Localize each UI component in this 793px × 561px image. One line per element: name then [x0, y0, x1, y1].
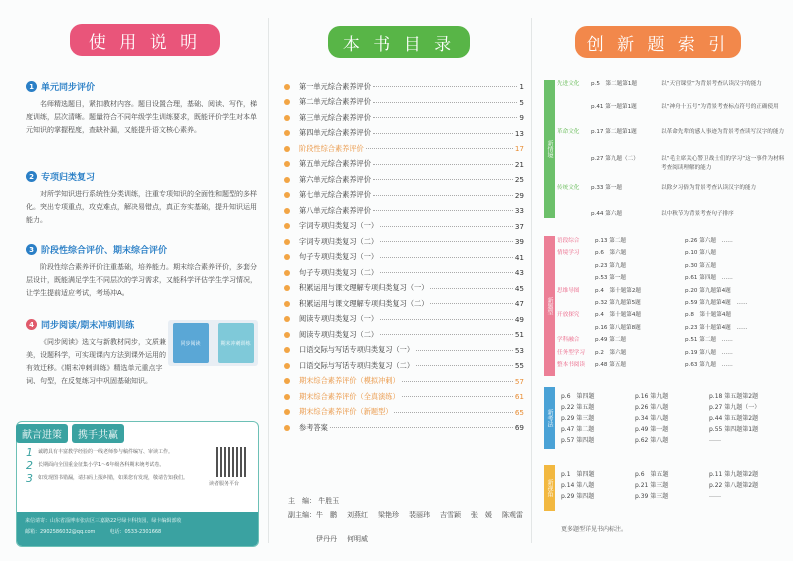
index-ref: …… — [709, 492, 721, 499]
toc-leader — [373, 102, 518, 103]
index-ref: p.19 第八题 …… — [685, 349, 733, 356]
index-ref: p.41 第一题第1题 — [591, 104, 637, 110]
index-ref: p.27 第九题（二） — [591, 156, 639, 162]
toc-page-number: 25 — [514, 175, 524, 185]
section-special-review — [26, 170, 258, 227]
bullet-icon — [284, 177, 290, 183]
index-ref: p.49 第一题 — [635, 426, 669, 433]
bullet-icon — [284, 332, 290, 338]
bullet-icon — [284, 99, 290, 105]
toc-row[interactable] — [284, 281, 524, 297]
index-category: 任务型学习 — [557, 349, 585, 356]
bullet-icon — [284, 316, 290, 322]
section-body: 对所学知识进行系统性分类训练，注重专项知识的全面性和题型的多样化。突出专项重点，攻克难点，解决易错点，真正夯实基础，提升知识运用能力。 — [26, 190, 257, 224]
column-divider — [531, 18, 532, 543]
toc-leader — [330, 427, 513, 428]
toc-label: 字词专项归类复习（二） — [299, 236, 379, 246]
toc-page-number: 53 — [514, 345, 524, 355]
deputy-name: 吉雪颖 — [440, 511, 461, 519]
toc-row[interactable] — [284, 405, 524, 421]
toc-page-number: 57 — [514, 376, 524, 386]
toc-leader — [373, 86, 518, 87]
index-desc: 以“天宫课堂”为背景考查认读汉字的能力 — [661, 81, 762, 87]
index-ref: p.61 第四题 …… — [685, 275, 733, 282]
index-ref: p.26 第八题 — [635, 404, 669, 411]
section-body: 名师精选题目，紧扣教材内容。题目设置合理，基础、阅读、写作，梯度训练，层次清晰。题量符合不同年级学生训练要求，既能评价学生对本单元知识的掌握程度，查缺补漏，又能提升语文核心素养。 — [26, 100, 257, 134]
editor-name: 牛胜玉 — [318, 497, 340, 505]
index-ref: p.30 第五题 — [685, 262, 717, 269]
index-ref: p.27 第九题（一） — [709, 404, 761, 411]
index-ref: …… — [709, 436, 721, 443]
index-ref: p.16 第八题第8题 — [595, 324, 641, 331]
toc-row[interactable] — [284, 343, 524, 359]
toc-label: 阶段性综合素养评价 — [299, 143, 364, 153]
index-category: 革命文化 — [557, 129, 580, 135]
toc-page-number: 47 — [514, 299, 524, 309]
index-ref: p.39 第三题 — [635, 493, 669, 500]
toc-row[interactable] — [284, 157, 524, 173]
table-of-contents — [284, 79, 524, 436]
toc-label: 阅读专项归类复习（一） — [299, 314, 379, 324]
toc-label: 第一单元综合素养评价 — [299, 81, 371, 91]
deputy-name: 伊丹丹 — [316, 535, 337, 543]
toc-page-number: 5 — [519, 97, 524, 107]
band-new-perspective: 新视角 — [544, 465, 555, 511]
bullet-icon — [284, 130, 290, 136]
column-divider — [268, 18, 269, 543]
section-sync-reading — [26, 318, 171, 388]
index-banner: 创 新 题 索 引 — [575, 26, 741, 58]
toc-label: 第四单元综合素养评价 — [299, 128, 371, 138]
toc-leader — [430, 303, 512, 304]
toc-label: 积累运用与课文理解专项归类复习（一） — [299, 283, 429, 293]
contact-email: 邮箱：2902586032@qq.com — [25, 529, 96, 535]
bullet-icon — [284, 239, 290, 245]
toc-leader — [416, 350, 513, 351]
qr-code-icon[interactable] — [216, 447, 246, 477]
section-body: 阶段性综合素养评价注重基础，培养能力。期末综合素养评价，多套分层设计，既能满足学生不同层次的学习需求，又能科学评估学生学习情况，让学生提前适应考试，考场冲A。 — [26, 263, 257, 297]
index-ref: p.26 第六题 …… — [685, 238, 733, 244]
index-category: 情境学习 — [557, 250, 580, 257]
toc-leader — [373, 133, 513, 134]
toc-row[interactable] — [284, 110, 524, 126]
toc-leader — [373, 195, 513, 196]
index-ref: p.1 第四题 — [561, 471, 595, 478]
index-ref: p.10 第八题 — [685, 250, 717, 257]
toc-label: 第八单元综合素养评价 — [299, 205, 371, 215]
bullet-icon — [284, 270, 290, 276]
toc-page-number: 61 — [514, 392, 524, 402]
section-number: 3 — [26, 244, 37, 255]
toc-row[interactable] — [284, 188, 524, 204]
bullet-icon — [284, 394, 290, 400]
promo-item: 2 长期面向全国重金征集小学1～6年级各科期末统考试卷。 — [26, 459, 165, 472]
toc-label: 第六单元综合素养评价 — [299, 174, 371, 184]
toc-banner: 本 书 目 录 — [328, 26, 470, 58]
usage-instructions-column — [0, 0, 264, 561]
toc-row[interactable] — [284, 141, 524, 157]
toc-label: 第七单元综合素养评价 — [299, 190, 371, 200]
toc-leader — [380, 241, 513, 242]
promo-tags — [16, 424, 124, 443]
index-group-method — [561, 390, 789, 445]
bullet-icon — [284, 347, 290, 353]
deputy-name: 牛 鹏 — [316, 511, 337, 519]
index-ref: p.49 第二题 — [595, 337, 627, 344]
toc-row[interactable] — [284, 312, 524, 328]
index-row — [561, 468, 789, 479]
index-ref: p.44 第五题第2题 — [709, 415, 759, 422]
toc-label: 第二单元综合素养评价 — [299, 97, 371, 107]
band-new-type: 新题型 — [544, 236, 555, 376]
index-category: 开放探究 — [557, 312, 580, 319]
index-ref: p.55 第四题第1题 — [709, 426, 759, 433]
section-number: 2 — [26, 171, 37, 182]
toc-page-number: 43 — [514, 268, 524, 278]
index-desc: 以中秋节为背景考查句子排序 — [661, 211, 734, 217]
index-row — [561, 390, 789, 401]
toc-column — [272, 0, 530, 561]
section-title: 专项归类复习 — [41, 173, 96, 183]
toc-leader — [394, 412, 512, 413]
toc-page-number: 45 — [514, 283, 524, 293]
index-category: 先进文化 — [557, 81, 580, 87]
toc-label: 句子专项归类复习（一） — [299, 252, 379, 262]
toc-leader — [416, 365, 513, 366]
toc-leader — [380, 226, 513, 227]
index-row — [561, 479, 789, 490]
toc-label: 积累运用与课文理解专项归类复习（二） — [299, 298, 429, 308]
bullet-icon — [284, 84, 290, 90]
deputy-name: 刘燕红 — [347, 511, 368, 519]
toc-label: 口语交际与写话专项归类复习（二） — [299, 360, 415, 370]
credits — [288, 494, 534, 546]
toc-row[interactable] — [284, 420, 524, 436]
contact-address: 来信请寄：山东省淄博市张店区三嘉路22号绿卡科技园，绿卡编辑部收 — [25, 518, 182, 524]
section-stage-eval — [26, 243, 258, 300]
toc-row[interactable] — [284, 79, 524, 95]
index-ref: p.63 第九题 …… — [685, 362, 733, 368]
toc-label: 阅读专项归类复习（二） — [299, 329, 379, 339]
section-title: 阶段性综合评价、期末综合评价 — [41, 246, 168, 256]
qr-label: 读者服务平台 — [209, 481, 240, 487]
toc-row[interactable] — [284, 250, 524, 266]
toc-page-number: 9 — [519, 113, 524, 123]
index-ref: p.34 第八题 — [635, 415, 669, 422]
index-category: 整本书阅读 — [557, 362, 585, 368]
deputy-name: 何明威 — [347, 535, 368, 543]
index-ref: p.8 第十题第4题 — [685, 312, 732, 319]
innovation-index-column — [533, 0, 793, 561]
band-new-context: 新情境 — [544, 80, 555, 218]
section-body: 《同步阅读》选文与新教材同步，文质兼美，设题科学，可实现课内方法到课外运用的有效迁移。《期末冲刺训练》精选单元重点字词、句型，在反复练习中巩固基础知识。 — [26, 338, 166, 385]
bullet-icon — [284, 208, 290, 214]
index-desc: 以除夕习俗为背景考查认读汉字的能力 — [661, 185, 757, 191]
toc-row[interactable] — [284, 126, 524, 142]
index-ref: p.6 第六题 — [595, 250, 627, 257]
bullet-icon — [284, 409, 290, 415]
index-ref: p.17 第二题第1题 — [591, 129, 637, 135]
index-ref: p.29 第三题 — [561, 415, 595, 422]
index-group-perspective — [561, 468, 789, 501]
contact-footer — [17, 512, 258, 546]
index-ref: p.51 第二题 …… — [685, 337, 733, 344]
index-ref: p.44 第六题 — [591, 211, 623, 217]
index-row — [561, 434, 789, 445]
index-note: 更多题型详见书内标注。 — [561, 526, 628, 533]
toc-leader — [430, 288, 512, 289]
index-ref: p.48 第五题 — [595, 362, 627, 368]
index-ref: p.4 第十题第4题 — [595, 312, 642, 319]
section-title: 同步阅读/期末冲刺训练 — [41, 321, 135, 331]
index-ref: p.21 第三题 — [635, 482, 669, 489]
toc-leader — [373, 117, 518, 118]
toc-label: 第五单元综合素养评价 — [299, 159, 371, 169]
usage-banner: 使 用 说 明 — [70, 24, 220, 56]
toc-row[interactable] — [284, 234, 524, 250]
promo-tag: 携手共赢 — [72, 424, 124, 443]
deputy-name: 裴丽玮 — [409, 511, 430, 519]
index-ref: p.5 第二题第1题 — [591, 81, 638, 87]
section-unit-eval — [26, 80, 258, 137]
bullet-icon — [284, 115, 290, 121]
toc-row[interactable] — [284, 389, 524, 405]
bullet-icon — [284, 363, 290, 369]
toc-row[interactable] — [284, 219, 524, 235]
toc-page-number: 51 — [514, 330, 524, 340]
promo-list — [26, 446, 201, 485]
toc-row[interactable] — [284, 327, 524, 343]
bullet-icon — [284, 378, 290, 384]
toc-leader — [402, 396, 513, 397]
index-ref: p.29 第四题 — [561, 493, 595, 500]
index-row — [561, 490, 789, 501]
promo-item: 1 诚聘具有丰富教学经验的一线老师参与稿件编写、审读工作。 — [26, 446, 174, 459]
toc-page-number: 69 — [514, 423, 524, 433]
toc-row[interactable] — [284, 358, 524, 374]
toc-leader — [380, 257, 513, 258]
cover-sync-reading: 同步阅读 — [173, 323, 209, 363]
index-ref: p.57 第四题 — [561, 437, 595, 444]
toc-label: 句子专项归类复习（二） — [299, 267, 379, 277]
index-ref: p.22 第八题第2题 — [709, 482, 759, 489]
toc-leader — [373, 179, 513, 180]
index-ref: p.47 第二题 — [561, 426, 595, 433]
toc-label: 第三单元综合素养评价 — [299, 112, 371, 122]
index-ref: p.23 第十题第4题 …… — [685, 324, 748, 331]
toc-leader — [366, 148, 513, 149]
bullet-icon — [284, 254, 290, 260]
toc-page-number: 39 — [514, 237, 524, 247]
toc-leader — [402, 381, 513, 382]
band-new-method: 新考法 — [544, 387, 555, 449]
editor-label: 主 编： — [288, 497, 316, 505]
toc-leader — [380, 319, 513, 320]
index-category: 学科融合 — [557, 337, 580, 344]
toc-leader — [380, 272, 513, 273]
index-ref: p.20 第九题第4题 — [685, 287, 731, 294]
index-ref: p.2 第六题 — [595, 349, 627, 356]
index-ref: p.62 第八题 — [635, 437, 669, 444]
cover-final-sprint: 期末冲刺训练 — [218, 323, 254, 363]
section-number: 4 — [26, 319, 37, 330]
index-ref: p.18 第五题第2题 — [709, 393, 759, 400]
bullet-icon — [284, 223, 290, 229]
book-covers — [168, 320, 258, 366]
toc-page-number: 29 — [514, 190, 524, 200]
index-category: 传统文化 — [557, 185, 580, 191]
toc-leader — [373, 164, 513, 165]
index-desc: 以“毛主席关心警卫战士们的学习”这一事件为材料考查阅读理解的能力 — [661, 156, 785, 171]
toc-row[interactable] — [284, 296, 524, 312]
toc-row[interactable] — [284, 95, 524, 111]
index-ref: p.33 第一题 — [591, 185, 623, 191]
index-ref: p.6 第四题 — [561, 393, 595, 400]
toc-label: 口语交际与写话专项归类复习（一） — [299, 345, 415, 355]
bullet-icon — [284, 161, 290, 167]
index-row — [561, 412, 789, 423]
toc-label: 期末综合素养评价（模拟冲刺） — [299, 376, 400, 386]
index-ref: p.16 第九题 — [635, 393, 669, 400]
index-ref: p.6 第五题 — [635, 471, 669, 478]
deputy-names — [316, 508, 534, 546]
toc-page-number: 55 — [514, 361, 524, 371]
index-ref: p.22 第五题 — [561, 404, 595, 411]
toc-page-number: 13 — [514, 128, 524, 138]
toc-row[interactable] — [284, 203, 524, 219]
section-number: 1 — [26, 81, 37, 92]
deputy-label: 副主编： — [288, 511, 316, 519]
deputy-name: 梁艳珍 — [378, 511, 399, 519]
toc-row[interactable] — [284, 374, 524, 390]
toc-page-number: 37 — [514, 221, 524, 231]
index-ref: p.53 第一题 — [595, 275, 627, 282]
index-row — [561, 401, 789, 412]
toc-label: 参考答案 — [299, 422, 328, 432]
toc-label: 字词专项归类复习（一） — [299, 221, 379, 231]
bullet-icon — [284, 192, 290, 198]
index-desc: 以革命先辈的感人事迹为背景考查读写汉字的能力 — [661, 129, 785, 135]
toc-page-number: 41 — [514, 252, 524, 262]
bullet-icon — [284, 301, 290, 307]
toc-row[interactable] — [284, 265, 524, 281]
deputy-name: 张 媛 — [471, 511, 492, 519]
bullet-icon — [284, 285, 290, 291]
index-ref: p.32 第九题第5题 — [595, 300, 641, 306]
toc-row[interactable] — [284, 172, 524, 188]
deputy-name: 陈观雷 — [502, 511, 523, 519]
contact-phone: 电话：0533-2301668 — [109, 529, 162, 535]
index-row — [561, 423, 789, 434]
index-ref: p.59 第九题第4题 …… — [685, 300, 748, 306]
toc-leader — [373, 210, 513, 211]
toc-label: 期末综合素养评价（新题型） — [299, 407, 393, 417]
toc-page-number: 49 — [514, 314, 524, 324]
index-ref: p.14 第八题 — [561, 482, 595, 489]
bullet-icon — [284, 425, 290, 431]
toc-leader — [380, 334, 513, 335]
toc-page-number: 33 — [514, 206, 524, 216]
index-ref: p.23 第九题 — [595, 262, 627, 269]
promo-item: 3 如发现图书错漏，请扫码上报纠错，如果您有发现，敬请告知我们。 — [26, 472, 189, 485]
toc-page-number: 65 — [514, 407, 524, 417]
index-desc: 以“神舟十五号”为背景考查标点符号的正确使用 — [661, 104, 779, 110]
index-category: 语段综合 — [557, 238, 580, 244]
toc-page-number: 1 — [519, 82, 524, 92]
index-ref: p.13 第二题 — [595, 238, 627, 244]
promo-tag: 献言进策 — [16, 424, 68, 443]
toc-page-number: 17 — [514, 144, 524, 154]
toc-page-number: 21 — [514, 159, 524, 169]
index-category: 思维导图 — [557, 287, 580, 294]
bullet-icon — [284, 146, 290, 152]
index-ref: p.11 第九题第2题 — [709, 471, 759, 478]
index-ref: p.4 第十题第2题 — [595, 287, 642, 294]
section-title: 单元同步评价 — [41, 83, 96, 93]
toc-label: 期末综合素养评价（全真演练） — [299, 391, 400, 401]
